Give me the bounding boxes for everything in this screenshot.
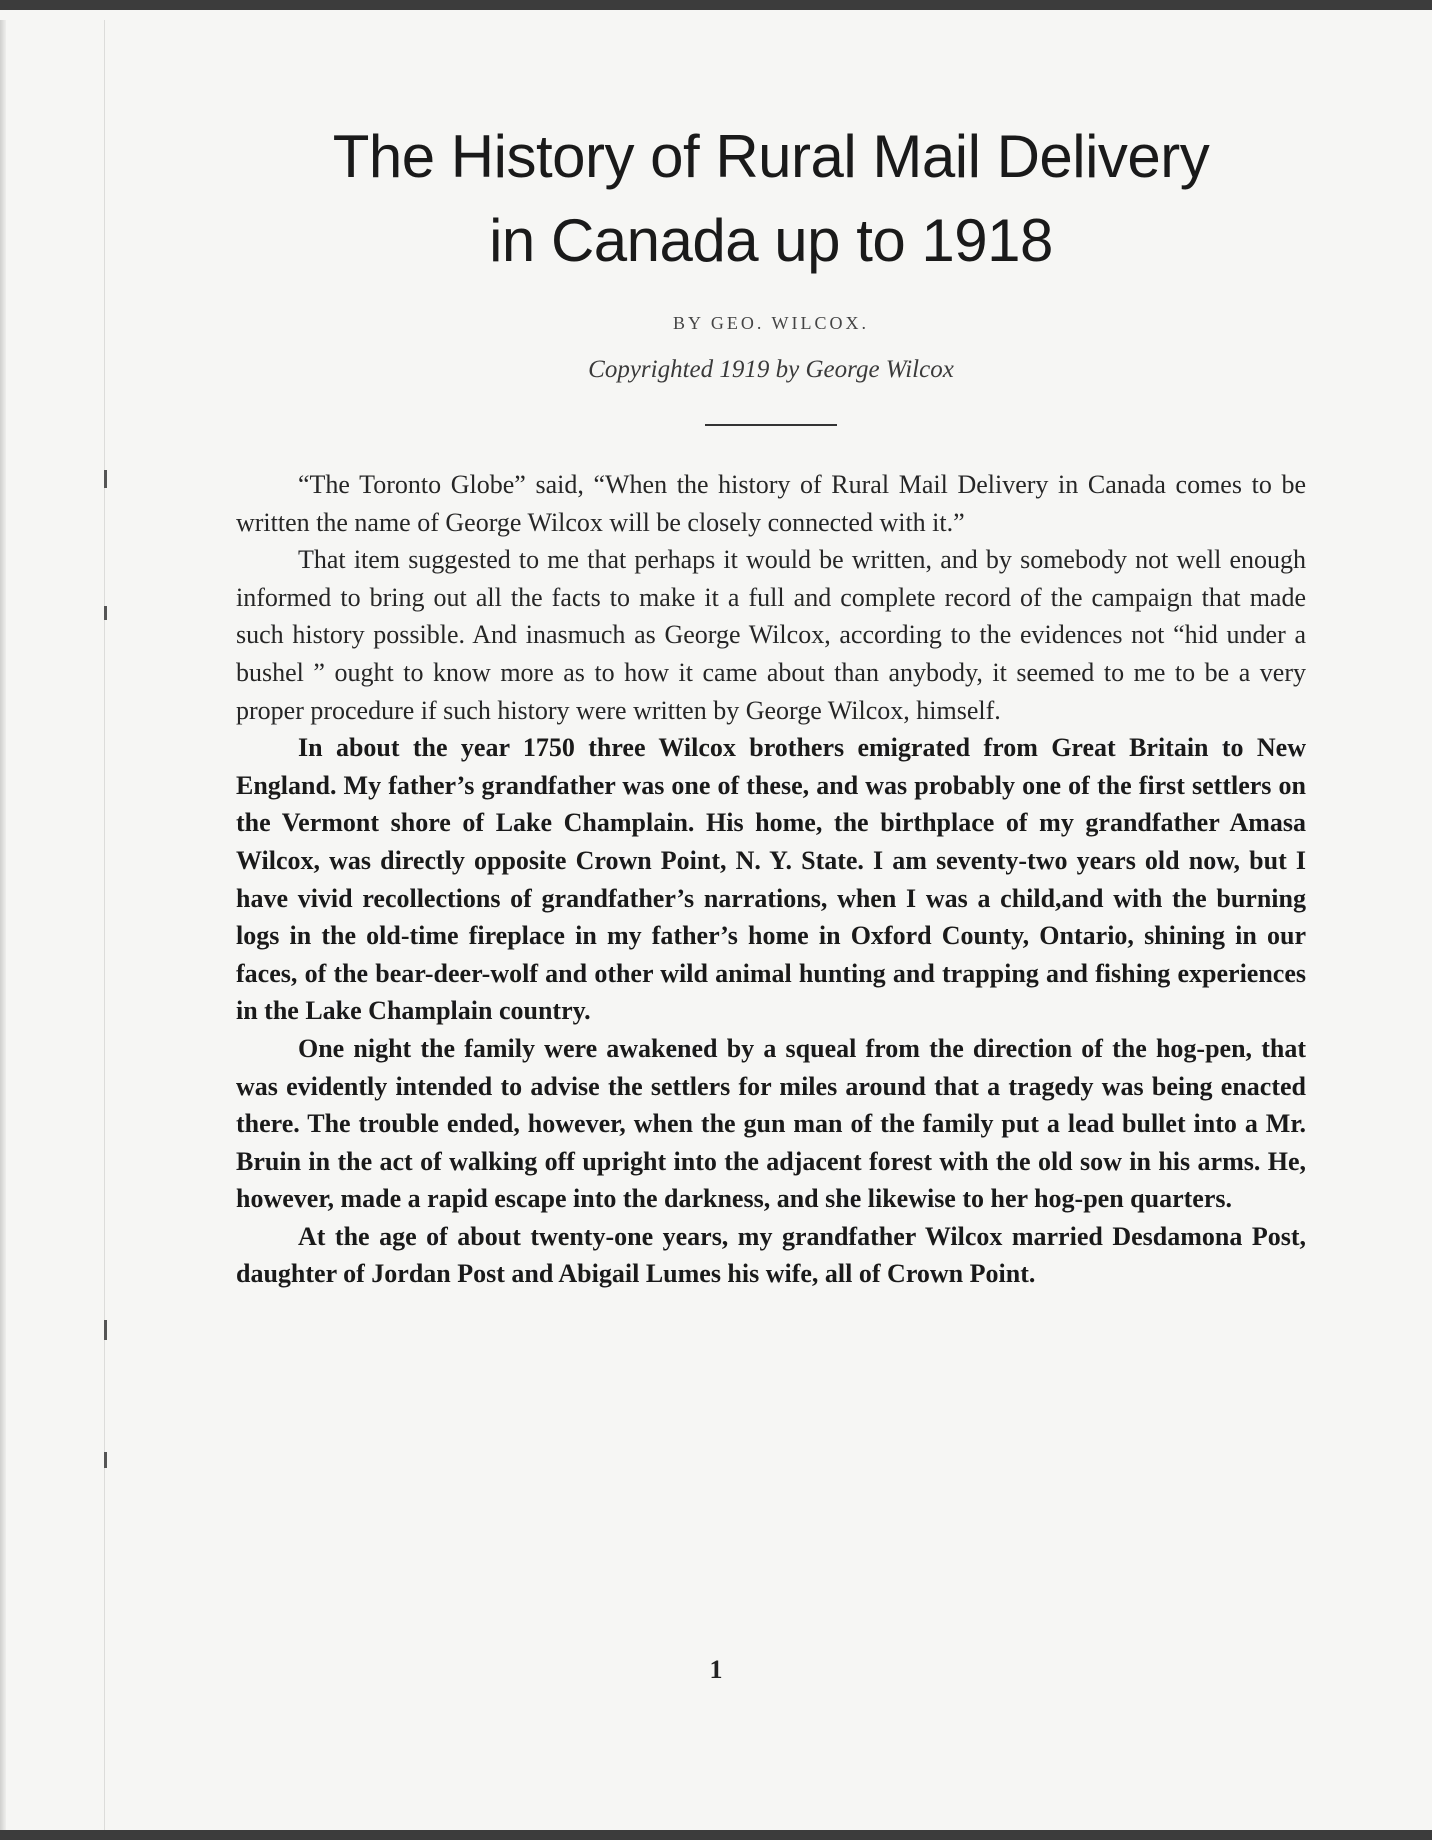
gutter-mark (104, 470, 107, 488)
document-page (0, 10, 1432, 1830)
paragraph: One night the family were awakened by a squeal from the direction of the hog-pen, that was evidently intended to advise the settlers for miles around that a tragedy was being enacted there. The trouble ended, however, when the gun man of the family put a lead bullet into a Mr. Bruin in the act of walking off upright into the adjacent forest with the old sow in his arms. He, however, made a rapid escape into the darkness, and she likewise to her hog-pen quarters. (236, 1033, 1306, 1214)
title-line-1: The History of Rural Mail Delivery (332, 123, 1210, 190)
paragraph: “The Toronto Globe” said, “When the history of Rural Mail Delivery in Canada comes to be written the name of George Wilcox will be closely connected with it.” (236, 470, 1306, 537)
title-line-2: in Canada up to 1918 (489, 207, 1053, 274)
section-divider (705, 424, 837, 426)
author-byline: BY GEO. WILCOX. (673, 313, 869, 333)
paragraph: In about the year 1750 three Wilcox brothers emigrated from Great Britain to New England. My father’s grandfather was one of these, and was probably one of the first settlers on the Vermont shore of Lake Champlain. His home, the birthplace of my grandfather Amasa Wilcox, was directly opposite Crown Point, N. Y. State. I am seventy-two years old now, but I have vivid recollections of grandfather’s narrations, when I was a child,and with the burning logs in the old-time fireplace in my father’s home in Oxford County, Ontario, shining in our faces, of the bear-deer-wolf and other wild animal hunting and trapping and fishing experiences in the Lake Champlain country. (236, 733, 1306, 1026)
page-number: 1 (709, 1655, 723, 1684)
document-title (236, 115, 1306, 283)
binding-gutter (104, 20, 105, 1840)
gutter-mark (104, 606, 107, 620)
page-left-edge (0, 20, 6, 1840)
paragraph: At the age of about twenty-one years, my grandfather Wilcox married Desdamona Post, daughter of Jordan Post and Abigail Lumes his wife, all of Crown Point. (236, 1221, 1306, 1289)
copyright-notice: Copyrighted 1919 by George Wilcox (588, 356, 954, 383)
paragraph: That item suggested to me that perhaps it would be written, and by somebody not well enough informed to bring out all the facts to make it a full and complete record of the campaign that made such history possible. And inasmuch as George Wilcox, according to the evidences not “hid under a bushel ” ought to know more as to how it came about than anybody, it seemed to me to be a very proper procedure if such history were written by George Wilcox, himself. (236, 545, 1306, 725)
scan-bottom-border (0, 1830, 1432, 1840)
gutter-mark (104, 1452, 107, 1468)
gutter-mark (104, 1320, 107, 1340)
body-text (236, 466, 1306, 1293)
scan-top-border (0, 0, 1432, 10)
document-content (236, 115, 1306, 1293)
